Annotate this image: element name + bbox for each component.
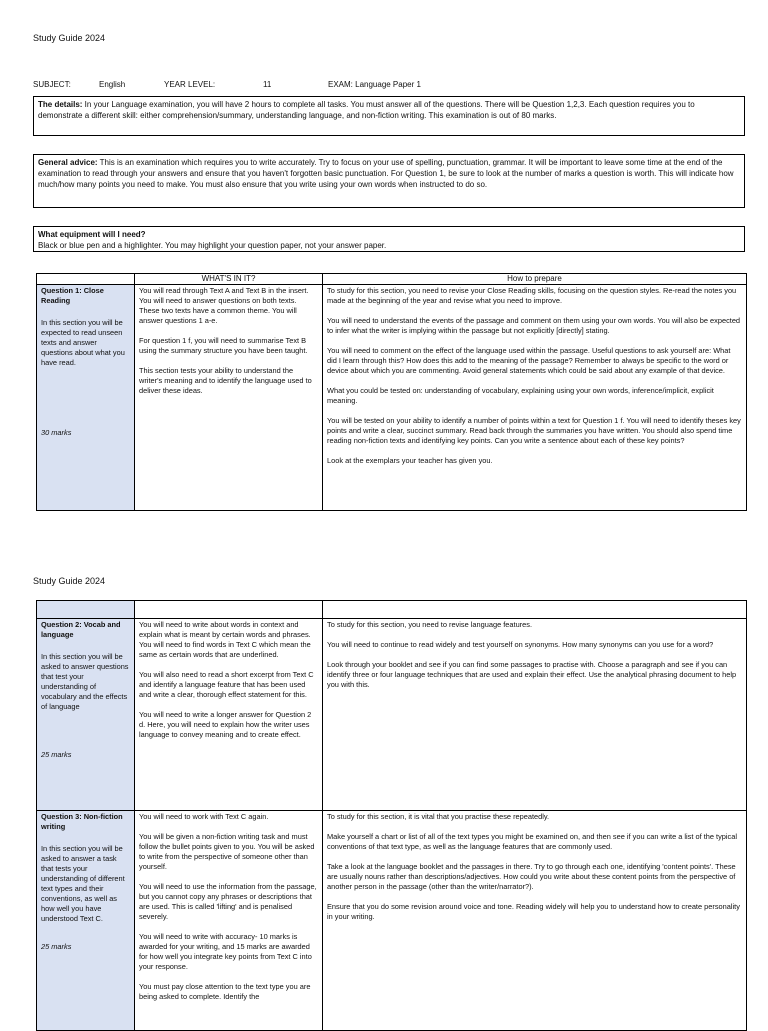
details-label: The details: <box>38 100 83 109</box>
content-paragraph: You will need to write with accuracy- 10 marks is awarded for your writing, and 15 marks are awarded for how well you integrate key points from Text C into your response. <box>139 932 312 971</box>
prep-paragraph: You will need to continue to read widely and test yourself on synonyms. How many synonyms can you use for a word? <box>327 640 714 649</box>
content-paragraph: You must pay close attention to the text type you are being asked to complete. Identify the <box>139 982 311 1001</box>
question1-prep <box>323 285 747 511</box>
prep-paragraph: Make yourself a chart or list of all of the text types you might be examined on, and then see if you can write a list of the typical conventions of that text type, as well as the language features that are commonly used. <box>327 832 737 851</box>
empty-header <box>135 601 323 619</box>
question2-marks: 25 marks <box>41 750 72 759</box>
prep-paragraph: Ensure that you do some revision around voice and tone. Reading widely will help you to understand how to create personality in your writing. <box>327 902 740 921</box>
question3-row <box>37 811 747 1031</box>
question2-row <box>37 619 747 811</box>
prep-paragraph: You will be tested on your ability to identify a number of points within a text for Question 1 f. You will need to identify theses key points and write a clear, succinct summary. Read back through the summaries you have written. You should also spend time reading non-fiction texts and identifying key points. Can you write a sentence about each of these key points? <box>327 416 741 445</box>
subject-value: English <box>99 80 126 89</box>
content-paragraph: You will be given a non-fiction writing task and must follow the bullet points given to you. You will be asked to write from the perspective of someone other than yourself. <box>139 832 315 871</box>
empty-header <box>323 601 747 619</box>
prep-paragraph: To study for this section, you need to revise language features. <box>327 620 533 629</box>
equipment-text: Black or blue pen and a highlighter. You may highlight your question paper, not your answer paper. <box>38 241 387 250</box>
prep-paragraph: To study for this section, you need to revise your Close Reading skills, focusing on the question styles. Re-read the notes you made at the beginning of the year and revise what you need to improve. <box>327 286 737 305</box>
question1-row <box>37 285 747 511</box>
question1-cell <box>37 285 135 511</box>
question2-title: Question 2: Vocab and language <box>41 620 121 639</box>
prep-paragraph: Look through your booklet and see if you can find some passages to practise with. Choose a paragraph and see if you can identify three or four language techniques that are used and explain their effect. Use the analytical phrasing document to help you with this. <box>327 660 737 689</box>
empty-header <box>37 601 135 619</box>
content-paragraph: You will need to write about words in context and explain what is meant by certain words and phrases. You will need to find words in Text C which mean the same as certain words that are underlined. <box>139 620 311 659</box>
advice-box <box>33 154 745 208</box>
question1-table <box>36 273 747 511</box>
year-value: 11 <box>263 80 272 89</box>
content-paragraph: You will read through Text A and Text B in the insert. You will need to answer questions on both texts. These two texts have a common theme. You will answer questions 1 a-e. <box>139 286 309 325</box>
content-paragraph: You will need to work with Text C again. <box>139 812 269 821</box>
prep-paragraph: Look at the exemplars your teacher has given you. <box>327 456 493 465</box>
content-paragraph: You will need to use the information from the passage, but you cannot copy any phrases or descriptions that are used. This is called 'lifting' and is penalised severely. <box>139 882 317 921</box>
question3-description: In this section you will be asked to answer a task that tests your understanding of different text types and their conventions, as well as how well you have understood Text C. <box>41 844 125 923</box>
content-paragraph: This section tests your ability to understand the writer's meaning and to identify the language used to deliver these ideas. <box>139 366 312 395</box>
question3-prep <box>323 811 747 1031</box>
prep-paragraph: Take a look at the language booklet and the passages in there. Try to go through each one, identifying 'content points'. These are usually nouns rather than descriptions/adjectives. How could you write about these content points from the perspective of another person in the passage (other than the writer/narrator?). <box>327 862 736 891</box>
question2-content <box>135 619 323 811</box>
prep-paragraph: What you could be tested on: understanding of vocabulary, explaining using your own words, inference/implicit, explicit meaning. <box>327 386 714 405</box>
content-paragraph: You will need to write a longer answer for Question 2 d. Here, you will need to explain how the writer uses language to convey meaning and to create effect. <box>139 710 312 739</box>
question2-description: In this section you will be asked to answer questions that test your understanding of vocabulary and the effects of language <box>41 652 129 711</box>
whats-in-it-header: WHAT'S IN IT? <box>135 274 323 285</box>
prep-paragraph: You will need to understand the events of the passage and comment on them using your own words. You will also be expected to infer what the writer is implying within the passage but not explicitly [directly] stating. <box>327 316 741 335</box>
question2-prep <box>323 619 747 811</box>
equipment-box <box>33 226 745 252</box>
questions-table <box>36 600 747 1031</box>
question3-title: Question 3: Non-fiction writing <box>41 812 123 831</box>
equipment-label: What equipment will I need? <box>38 230 146 239</box>
question2-cell <box>37 619 135 811</box>
subject-label: SUBJECT: <box>33 80 71 89</box>
question3-content <box>135 811 323 1031</box>
advice-label: General advice: <box>38 158 98 167</box>
how-to-prepare-header: How to prepare <box>323 274 747 285</box>
empty-header <box>37 274 135 285</box>
question3-marks: 25 marks <box>41 942 72 951</box>
question1-title: Question 1: Close Reading <box>41 286 104 305</box>
question1-marks: 30 marks <box>41 428 72 437</box>
advice-text: This is an examination which requires you to write accurately. Try to focus on your use of spelling, punctuation, grammar. It will be important to leave some time at the end of the examination to read through your answers and ensure that you haven't forgotten basic punctuation. For Question 1, be sure to look at the number of marks a question is worth. This will indicate how much/how many points you need to make. You must also ensure that you write using your own words when instructed to do so. <box>38 158 734 189</box>
details-text: In your Language examination, you will have 2 hours to complete all tasks. You must answer all of the questions. There will be Question 1,2,3. Each question requires you to demonstrate a different skill: either comprehension/summary, understanding language, and non-fiction writing. This examination is out of 80 marks. <box>38 100 695 120</box>
page-header: Study Guide 2024 <box>33 576 106 586</box>
prep-paragraph: You will need to comment on the effect of the language used within the passage. Useful questions to ask yourself are: What did I learn through this? How does this add to the meaning of the passage? Remember to always be specific to the word or device about which you are commenting. Avoid general statements which could be said about any example of that device. <box>327 346 731 375</box>
question1-content <box>135 285 323 511</box>
prep-paragraph: To study for this section, it is vital that you practise these repeatedly. <box>327 812 550 821</box>
blank-header-row <box>37 601 747 619</box>
page-header: Study Guide 2024 <box>33 33 106 43</box>
question3-cell <box>37 811 135 1031</box>
question1-description: In this section you will be expected to read unseen texts and answer questions about what you have read. <box>41 318 125 367</box>
details-box <box>33 96 745 136</box>
content-paragraph: For question 1 f, you will need to summarise Text B using the summary structure you have been taught. <box>139 336 308 355</box>
content-paragraph: You will also need to read a short excerpt from Text C and identify a language feature that has been used and write a clear, thorough effect statement for this. <box>139 670 314 699</box>
year-label: YEAR LEVEL: <box>164 80 216 89</box>
exam-title: EXAM: Language Paper 1 <box>328 80 421 89</box>
